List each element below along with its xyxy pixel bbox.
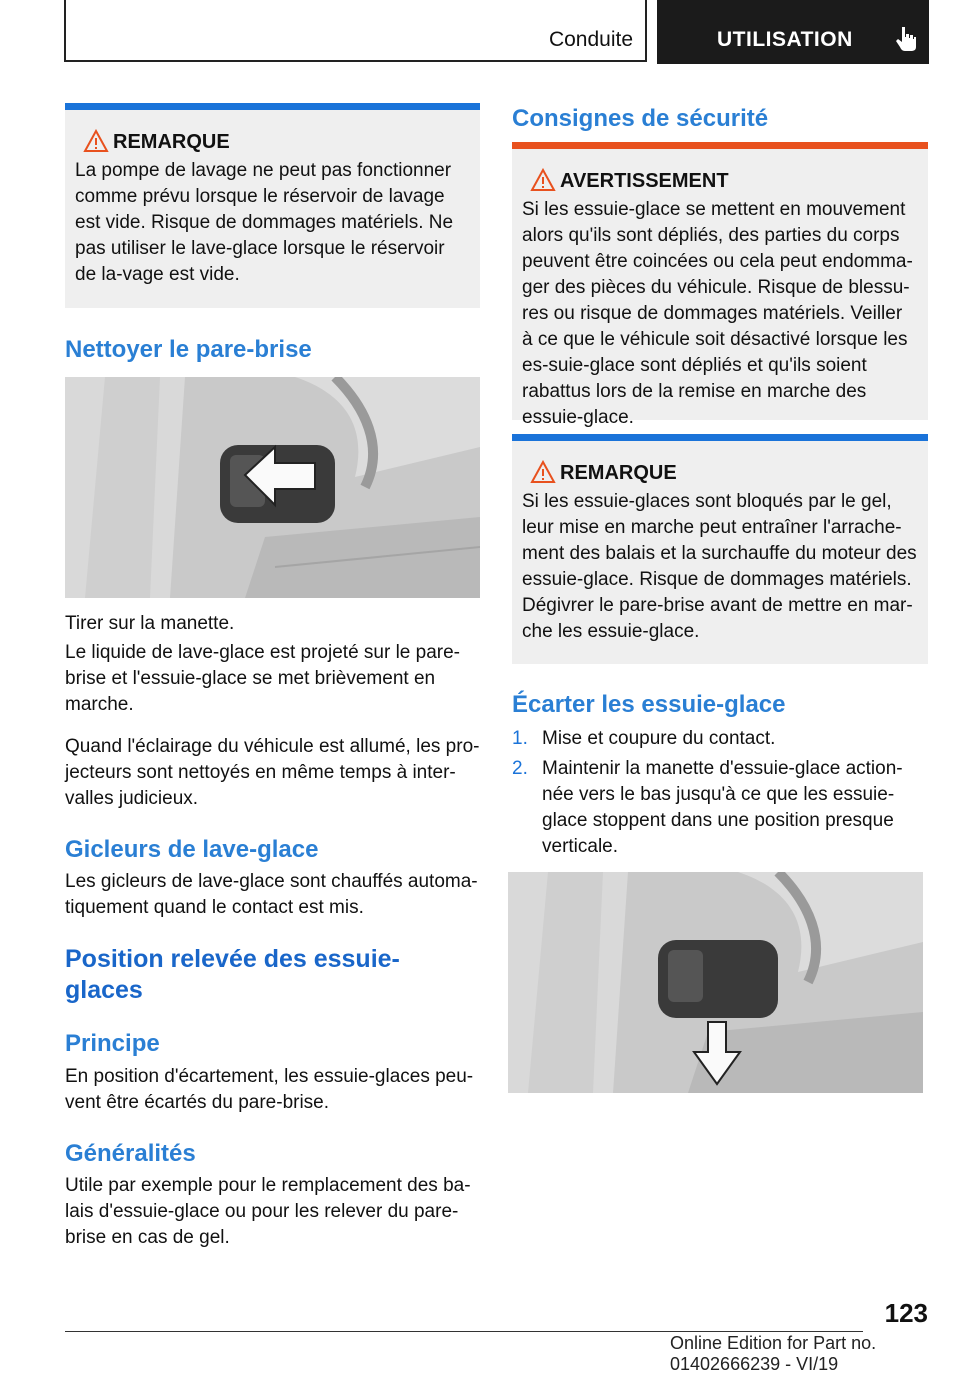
heading-washer-jets: Gicleurs de lave-glace bbox=[65, 836, 319, 863]
note-title: REMARQUE bbox=[560, 462, 677, 484]
page-number: 123 bbox=[884, 1298, 928, 1328]
header-chapter-tab bbox=[657, 0, 929, 64]
list-item bbox=[512, 756, 928, 860]
heading-safety: Consignes de sécurité bbox=[512, 105, 769, 132]
note-body: Si les essuie-glaces sont bloqués par le gel, leur mise en marche peut entraîner l'arrache-ment des balais et la surchauffe du moteur des essuie-glace. Risque de dommages matériels. Dégivrer le pare-brise avant de mettre en mar-che les essuie-glace. bbox=[522, 491, 917, 642]
paragraph-jets-heated: Les gicleurs de lave-glace sont chauffés automa-tiquement quand le contact est mis. bbox=[65, 871, 478, 918]
heading-clean-windshield: Nettoyer le pare-brise bbox=[65, 336, 312, 363]
heading-fold-wipers: Écarter les essuie-glace bbox=[512, 691, 786, 718]
warning-body: Si les essuie-glace se mettent en mouvement alors qu'ils sont dépliés, des parties du corps peuvent être coincées ou cela peut endomma-ger des pièces du véhicule. Risque de blessu-res ou risque de dommages matériels. Veiller à ce que le véhicule soit désactivé lorsque les es-suie-glace sont dépliés et qu'ils soient rabattus lors de la remise en marche des essuie-glace. bbox=[522, 199, 913, 428]
warning-triangle-icon bbox=[83, 129, 109, 153]
footer-edition: Online Edition for Part no. 01402666239 - VI/19 bbox=[670, 1333, 877, 1374]
header-section-label: Conduite bbox=[548, 28, 633, 51]
step-text: Mise et coupure du contact. bbox=[542, 728, 776, 749]
step-number: 2. bbox=[512, 758, 528, 779]
paragraph-headlights-cleaned: Quand l'éclairage du véhicule est allumé, les pro-jecteurs sont nettoyés en même temps à inter-valles judicieux. bbox=[65, 736, 480, 809]
step-number: 1. bbox=[512, 728, 528, 749]
header-section-tab bbox=[64, 0, 647, 62]
step-text: Maintenir la manette d'essuie-glace action-née vers le bas jusqu'à ce que les essuie-glace stoppent dans une position presque verticale. bbox=[542, 758, 903, 857]
footer-divider bbox=[65, 1331, 863, 1332]
note-body: La pompe de lavage ne peut pas fonctionner comme prévu lorsque le réservoir de lavage est vide. Risque de dommages matériels. Ne pas utiliser le lave-glace lorsque le réservoir de la-vage est vide. bbox=[75, 160, 454, 285]
warning-title: AVERTISSEMENT bbox=[560, 170, 729, 192]
warning-box bbox=[512, 142, 928, 428]
warning-triangle-icon bbox=[530, 168, 556, 192]
paragraph-pull-lever: Tirer sur la manette. bbox=[65, 613, 235, 634]
list-item bbox=[512, 726, 928, 752]
paragraph-general: Utile par exemple pour le remplacement des ba-lais d'essuie-glace ou pour les relever du pare-brise en cas de gel. bbox=[65, 1175, 471, 1248]
paragraph-principle: En position d'écartement, les essuie-glaces peu-vent être écartés du pare-brise. bbox=[65, 1066, 474, 1113]
figure-wiper-lever-down bbox=[508, 872, 923, 1093]
heading-raised-position: Position relevée des essuie-glaces bbox=[65, 945, 400, 1004]
steps-list bbox=[512, 726, 928, 864]
note-box-pump bbox=[65, 103, 480, 308]
heading-principle: Principe bbox=[65, 1030, 160, 1057]
figure-wiper-lever-pull bbox=[65, 377, 480, 598]
heading-general: Généralités bbox=[65, 1140, 196, 1167]
note-title: REMARQUE bbox=[113, 131, 230, 153]
pointing-hand-icon bbox=[895, 26, 917, 52]
warning-triangle-icon bbox=[530, 460, 556, 484]
paragraph-fluid-sprayed: Le liquide de lave-glace est projeté sur le pare-brise et l'essuie-glace se met brièvement en marche. bbox=[65, 642, 461, 715]
header-chapter-label: UTILISATION bbox=[717, 28, 853, 51]
note-box-frozen bbox=[512, 434, 928, 664]
